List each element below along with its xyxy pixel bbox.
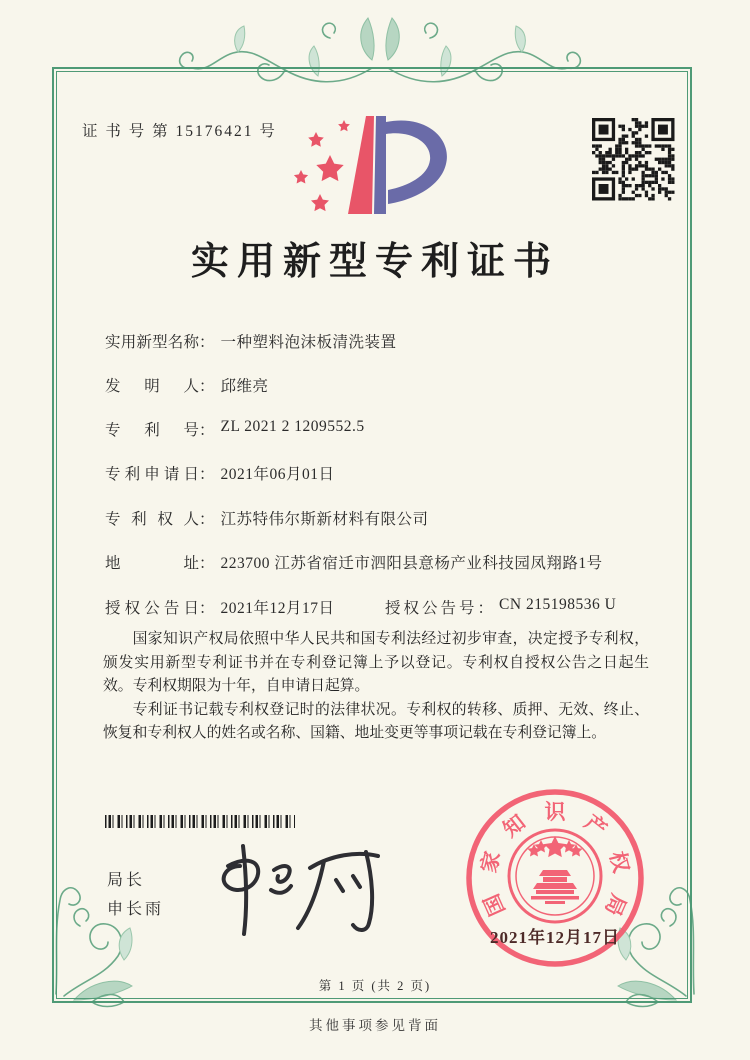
certificate-title: 实用新型专利证书 — [190, 241, 559, 283]
page-number: 第 1 页 (共 2 页) — [318, 979, 432, 993]
field-value: 江苏特伟尔斯新材料有限公司 — [220, 511, 429, 528]
svg-text:产: 产 — [580, 809, 612, 842]
field-row-grant-no: 授权公告号： CN 215198536 U — [385, 596, 617, 617]
field-value: 223700 江苏省宿迁市泗阳县意杨产业科技园凤翔路1号 — [220, 555, 603, 572]
body-paragraph-1: 国家知识产权局依照中华人民共和国专利法经过初步审查，决定授予专利权，颁发实用新型专利证书并在专利登记簿上予以登记。专利权自授权公告之日起生效。专利权期限为十年，自申请日起算。 — [103, 631, 649, 694]
svg-text:权: 权 — [605, 848, 634, 876]
signer-title: 局长 — [107, 872, 146, 889]
svg-text:局: 局 — [600, 890, 631, 920]
field-row-grant-date: 授权公告日： 2021年12月17日 授权公告号： CN 215198536 U — [105, 596, 617, 617]
field-row-patent-name: 实用新型名称： 一种塑料泡沫板清洗装置 — [105, 330, 397, 352]
field-value: 2021年12月17日 — [220, 600, 335, 617]
field-row-patentee: 专利权人： 江苏特伟尔斯新材料有限公司 — [105, 507, 429, 529]
footer-note: 其他事项参见背面 — [309, 1018, 441, 1033]
field-value: ZL 2021 2 1209552.5 — [220, 418, 365, 435]
svg-text:家: 家 — [476, 848, 505, 876]
national-emblem — [528, 836, 583, 904]
svg-text:国: 国 — [479, 890, 510, 920]
certificate-number: 证 书 号 第 15176421 号 — [82, 123, 277, 140]
seal-date: 2021年12月17日 — [490, 928, 620, 947]
field-label: 授权公告日 — [105, 600, 199, 617]
svg-text:知: 知 — [498, 809, 530, 842]
field-label: 授权公告号 — [385, 600, 478, 617]
field-row-inventor: 发明人： 邱维亮 — [105, 374, 269, 396]
signer-name: 申长雨 — [107, 901, 165, 918]
field-row-patent-no: 专利号： ZL 2021 2 1209552.5 — [105, 418, 365, 439]
body-paragraph-2: 专利证书记载专利权登记时的法律状况。专利权的转移、质押、无效、终止、恢复和专利权人的姓名或名称、国籍、地址变更等事项记载在专利登记簿上。 — [103, 701, 649, 741]
field-label: 专利号 — [105, 422, 199, 439]
field-value: 一种塑料泡沫板清洗装置 — [220, 334, 397, 351]
field-row-filing-date: 专利申请日： 2021年06月01日 — [105, 462, 335, 484]
field-label: 地址 — [105, 555, 199, 572]
field-value: CN 215198536 U — [499, 596, 617, 613]
field-label: 实用新型名称 — [105, 334, 199, 351]
field-label: 专利申请日 — [105, 466, 199, 483]
field-row-address: 地址： 223700 江苏省宿迁市泗阳县意杨产业科技园凤翔路1号 — [105, 551, 603, 573]
field-value: 邱维亮 — [220, 378, 269, 395]
field-value: 2021年06月01日 — [220, 466, 335, 483]
field-label: 发明人 — [105, 378, 199, 395]
field-label: 专利权人 — [105, 511, 199, 528]
svg-text:识: 识 — [544, 799, 566, 824]
